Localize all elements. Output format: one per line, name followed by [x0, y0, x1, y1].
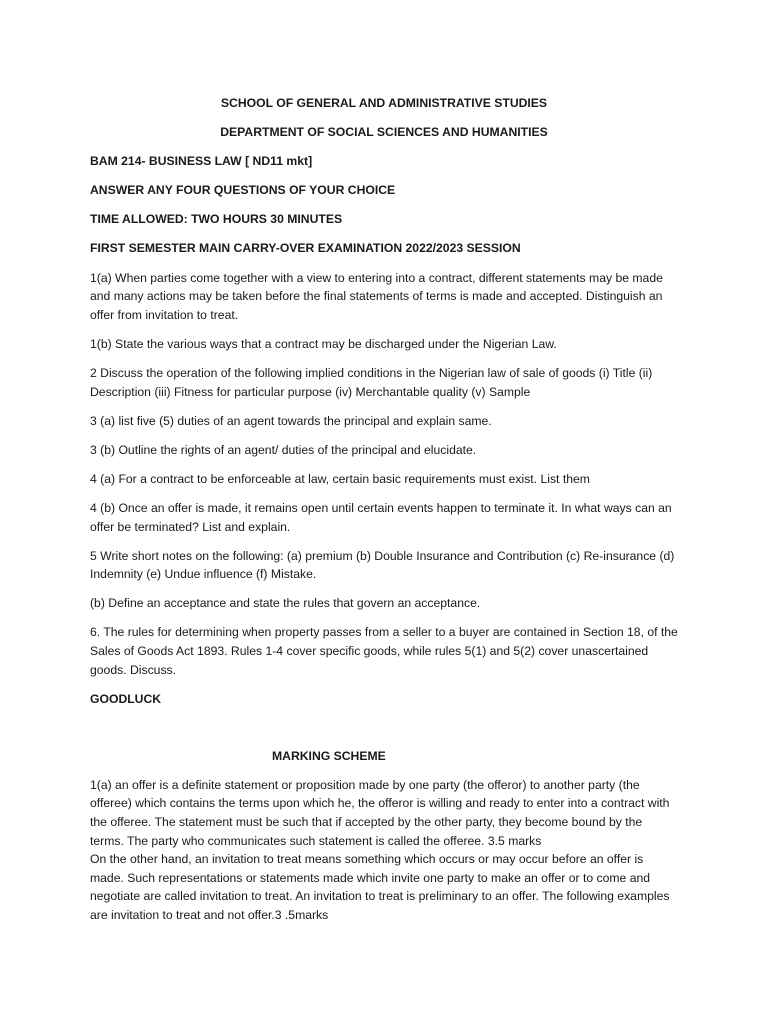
department-heading: DEPARTMENT OF SOCIAL SCIENCES AND HUMANITIES: [220, 125, 548, 140]
question-5b: (b) Define an acceptance and state the rules that govern an acceptance.: [90, 596, 481, 611]
question-2: 2 Discuss the operation of the following implied conditions in the Nigerian law of sale of goods (i) Title (ii) Description (iii) Fitness for particular purpose (iv) Merchantable quality (v) Sample: [90, 365, 653, 399]
question-5: 5 Write short notes on the following: (a) premium (b) Double Insurance and Contribution (c) Re-insurance (d) Indemnity (e) Undue influence (f) Mistake.: [90, 548, 675, 582]
school-heading: SCHOOL OF GENERAL AND ADMINISTRATIVE STUDIES: [220, 96, 548, 110]
closing-text: GOODLUCK: [90, 691, 162, 706]
question-3b: 3 (b) Outline the rights of an agent/ duties of the principal and elucidate.: [90, 442, 477, 457]
marking-scheme-paragraph-2: On the other hand, an invitation to treat means something which occurs or may occur before an offer is made. Such representations or statements made which invite one party to make an offer or to come and negotiate are called invitation to treat. An invitation to treat is preliminary to an offer. The following examples are invitation to treat and not offer.3 .5marks: [90, 852, 670, 922]
question-3a: 3 (a) list five (5) duties of an agent towards the principal and explain same.: [90, 413, 492, 428]
exam-session: FIRST SEMESTER MAIN CARRY-OVER EXAMINATION 2022/2023 SESSION: [90, 241, 521, 256]
section-spacer: [90, 719, 678, 747]
question-6: 6. The rules for determining when property passes from a seller to a buyer are contained in Section 18, of the Sales of Goods Act 1893. Rules 1-4 cover specific goods, while rules 5(1) and 5(2) cover unascertained goods. Discuss.: [90, 625, 678, 677]
marking-scheme-title: MARKING SCHEME: [272, 748, 386, 763]
question-4a: 4 (a) For a contract to be enforceable at law, certain basic requirements must exist. List them: [90, 471, 590, 486]
question-4b: 4 (b) Once an offer is made, it remains open until certain events happen to terminate it. In what ways can an offer be terminated? List and explain.: [90, 500, 672, 534]
exam-instruction: ANSWER ANY FOUR QUESTIONS OF YOUR CHOICE: [90, 183, 396, 198]
course-title: BAM 214- BUSINESS LAW [ ND11 mkt]: [90, 154, 313, 169]
time-allowed: TIME ALLOWED: TWO HOURS 30 MINUTES: [90, 212, 343, 227]
question-1b: 1(b) State the various ways that a contract may be discharged under the Nigerian Law.: [90, 336, 557, 351]
question-1a: 1(a) When parties come together with a view to entering into a contract, different statements may be made and many actions may be taken before the final statements of terms is made and accepted. Distinguish an offer from invitation to treat.: [90, 270, 663, 322]
marking-scheme-paragraph-1: 1(a) an offer is a definite statement or proposition made by one party (the offeror) to another party (the offeree) which contains the terms upon which he, the offeror is willing and ready to enter into a contract with the offeree. The statement must be such that if accepted by the other party, they become bound by the terms. The party who communicates such statement is called the offeree. 3.5 marks: [90, 777, 670, 848]
